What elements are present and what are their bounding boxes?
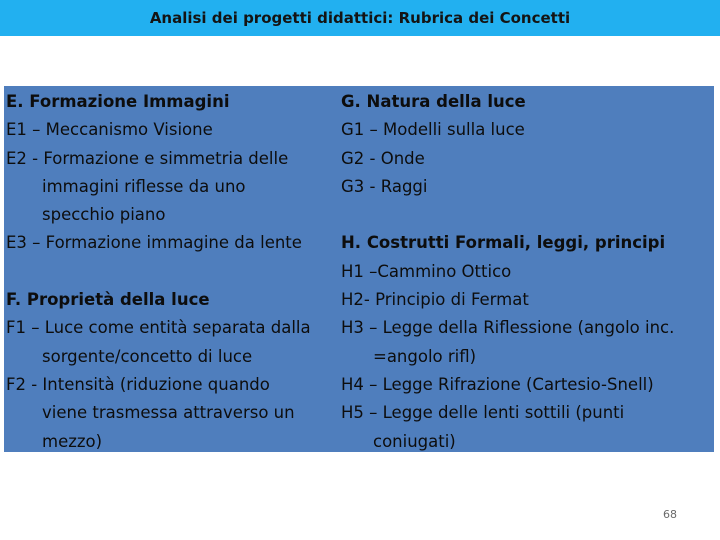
item-f2-continued: mezzo) xyxy=(42,431,103,451)
item-e2-continued: specchio piano xyxy=(42,205,166,225)
item-h5-continued: coniugati) xyxy=(373,431,456,451)
left-column xyxy=(6,88,336,456)
item-h1: H1 –Cammino Ottico xyxy=(341,261,512,281)
slide-title: Analisi dei progetti didattici: Rubrica dei Concetti xyxy=(149,9,571,27)
spacer xyxy=(341,201,716,229)
right-column xyxy=(341,88,716,456)
item-g3: G3 - Raggi xyxy=(341,176,428,196)
section-h-heading: H. Costrutti Formali, leggi, principi xyxy=(341,233,666,253)
page-number: 68 xyxy=(663,508,677,521)
item-f2-continued: viene trasmessa attraverso un xyxy=(42,403,295,423)
item-e2-continued: immagini riflesse da uno xyxy=(42,176,246,196)
section-e-heading: E. Formazione Immagini xyxy=(6,92,230,111)
item-e3: E3 – Formazione immagine da lente xyxy=(6,233,302,253)
section-g-heading: G. Natura della luce xyxy=(341,92,526,111)
item-f1-continued: sorgente/concetto di luce xyxy=(42,346,253,366)
item-e2: E2 - Formazione e simmetria delle xyxy=(6,148,289,168)
item-h3: H3 – Legge della Riflessione (angolo inc. xyxy=(341,318,675,338)
item-h3-continued: =angolo rifl) xyxy=(373,346,477,366)
item-f1: F1 – Luce come entità separata dalla xyxy=(6,318,311,338)
item-g2: G2 - Onde xyxy=(341,148,425,168)
item-h5: H5 – Legge delle lenti sottili (punti xyxy=(341,403,625,423)
item-f2: F2 - Intensità (riduzione quando xyxy=(6,374,270,394)
spacer xyxy=(6,258,336,286)
item-g1: G1 – Modelli sulla luce xyxy=(341,120,525,140)
item-h2: H2- Principio di Fermat xyxy=(341,290,529,310)
item-e1: E1 – Meccanismo Visione xyxy=(6,120,213,140)
section-f-heading: F. Proprietà della luce xyxy=(6,290,210,310)
item-h4: H4 – Legge Rifrazione (Cartesio-Snell) xyxy=(341,374,654,394)
